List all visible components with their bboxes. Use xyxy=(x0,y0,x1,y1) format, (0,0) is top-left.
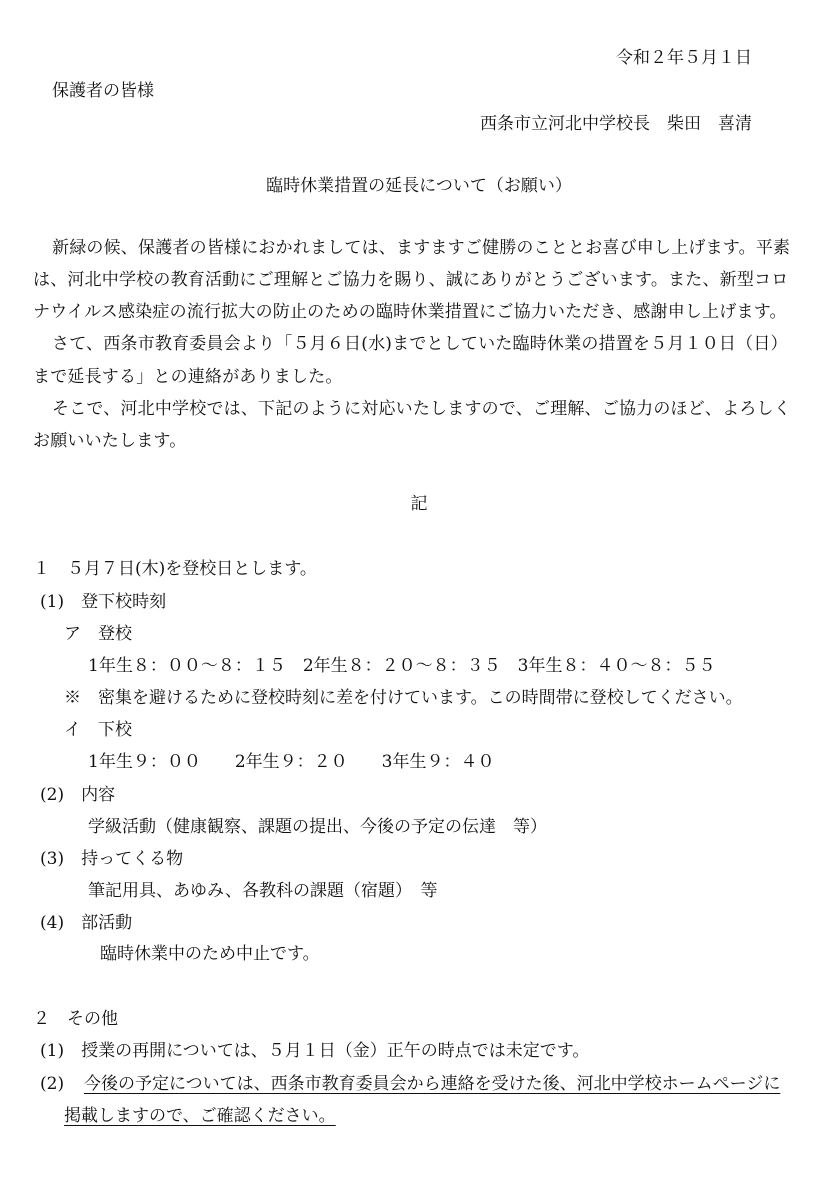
section-1-item-2-label: (2) 内容 xyxy=(40,785,116,805)
section-1-item-3-label: (3) 持ってくる物 xyxy=(40,849,184,869)
dismissal-times: 1年生９：００ 2年生９：２０ 3年生９：４０ xyxy=(88,752,495,772)
arrival-note: ※ 密集を避けるために登校時刻に差を付けています。この時間帯に登校してください。 xyxy=(64,688,743,708)
section-1-heading: １ ５月７日(木)を登校日とします。 xyxy=(33,559,317,579)
section-2-item-1: (1) 授業の再開については、５月１日（金）正午の時点では未定です。 xyxy=(40,1041,590,1061)
sender: 西条市立河北中学校長 柴田 喜清 xyxy=(480,114,752,134)
paragraph-3-line-2: お願いいたします。 xyxy=(33,431,187,451)
paragraph-1-line-1: 新緑の候、保護者の皆様におかれましては、ますますご健勝のこととお喜び申し上げます。平素 xyxy=(52,238,791,258)
document-date: 令和２年５月１日 xyxy=(616,48,752,68)
section-2-item-2-number: (2) xyxy=(40,1074,65,1094)
section-2-item-2-line-2: 掲載しますので、ご確認ください。 xyxy=(64,1106,336,1126)
dismissal-label: イ 下校 xyxy=(64,720,132,740)
document-title: 臨時休業措置の延長について（お願い） xyxy=(266,176,572,196)
paragraph-1-line-2: は、河北中学校の教育活動にご理解とご協力を賜り、誠にありがとうございます。また、新型コロ xyxy=(33,270,789,290)
section-1-item-2-text: 学級活動（健康観察、課題の提出、今後の予定の伝達 等） xyxy=(88,817,547,837)
section-1-item-4-text: 臨時休業中のため中止です。 xyxy=(100,944,320,964)
paragraph-1-line-3: ナウイルス感染症の流行拡大の防止のための臨時休業措置にご協力いただき、感謝申し上げます。 xyxy=(33,302,787,322)
section-1-item-1-label: (1) 登下校時刻 xyxy=(40,592,167,612)
section-2-item-2-line-1: 今後の予定については、西条市教育委員会から連絡を受けた後、河北中学校ホームページに xyxy=(84,1074,781,1094)
section-2-heading: ２ その他 xyxy=(33,1009,118,1029)
arrival-times: 1年生８：００～８：１５ 2年生８：２０～８：３５ 3年生８：４０～８：５５ xyxy=(88,656,716,676)
paragraph-3-line-1: そこで、河北中学校では、下記のように対応いたしますので、ご理解、ご協力のほど、よろしく xyxy=(52,399,791,419)
paragraph-2-line-2: まで延長する」との連絡がありました。 xyxy=(33,367,343,387)
ki-heading: 記 xyxy=(410,494,428,514)
paragraph-2-line-1: さて、西条市教育委員会より「５月６日(水)までとしていた臨時休業の措置を５月１０日（日） xyxy=(52,334,788,354)
recipient: 保護者の皆様 xyxy=(52,81,154,101)
section-1-item-3-text: 筆記用具、あゆみ、各教科の課題（宿題） 等 xyxy=(88,881,438,901)
arrival-label: ア 登校 xyxy=(64,624,132,644)
section-1-item-4-label: (4) 部活動 xyxy=(40,913,133,933)
